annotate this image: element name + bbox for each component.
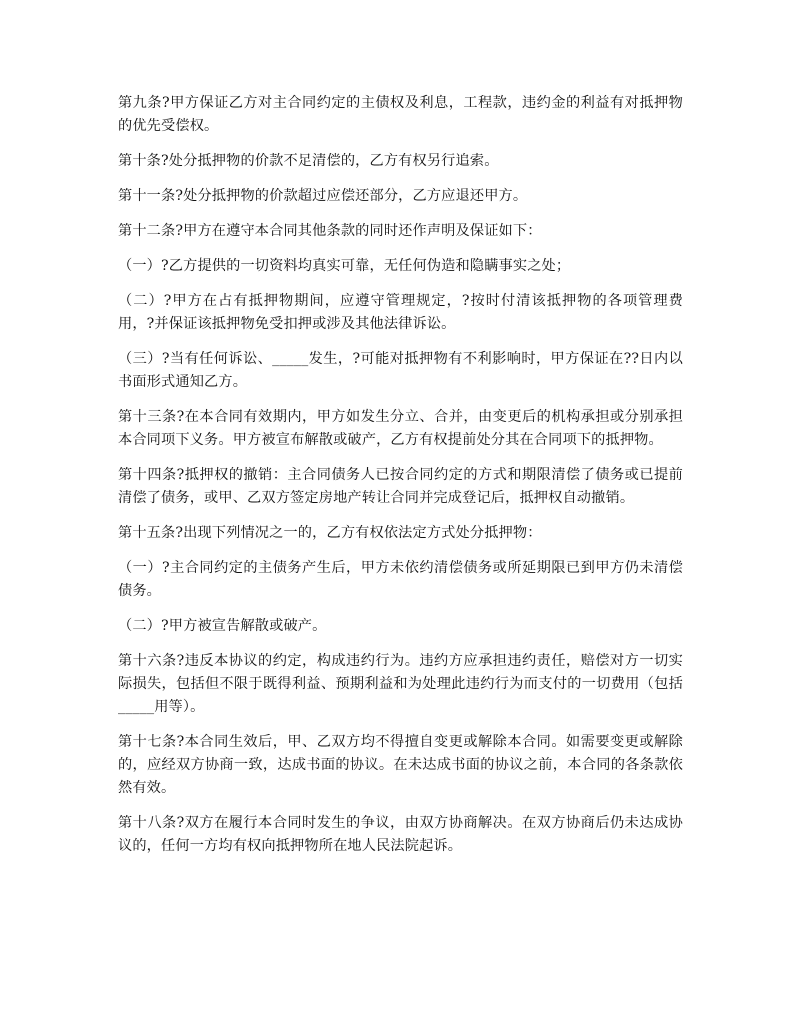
- clause-12-item-2: （二）?甲方在占有抵押物期间，应遵守管理规定，?按时付清该抵押物的各项管理费用，?并保证该抵押物免受扣押或涉及其他法律诉讼。: [118, 293, 683, 332]
- clause-15-item-1: （一）?主合同约定的主债务产生后，甲方未依约清偿债务或所延期限已到甲方仍未清偿债务。: [118, 560, 683, 599]
- clause-17: 第十七条?本合同生效后，甲、乙双方均不得擅自变更或解除本合同。如需要变更或解除的，应经双方协商一致，达成书面的协议。在未达成书面的协议之前，本合同的各条款依然有效。: [118, 734, 683, 796]
- clause-12-item-3: （三）?当有任何诉讼、_____发生，?可能对抵押物有不利影响时，甲方保证在??日内以书面形式通知乙方。: [118, 351, 683, 390]
- clause-11: 第十一条?处分抵押物的价款超过应偿还部分，乙方应退还甲方。: [118, 188, 528, 204]
- clause-10: 第十条?处分抵押物的价款不足清偿的，乙方有权另行追索。: [118, 153, 499, 169]
- clause-15: 第十五条?出现下列情况之一的，乙方有权依法定方式处分抵押物：: [118, 525, 542, 541]
- clause-18: 第十八条?双方在履行本合同时发生的争议，由双方协商解决。在双方协商后仍未达成协议的，任何一方均有权向抵押物所在地人民法院起诉。: [118, 815, 683, 854]
- clause-12: 第十二条?甲方在遵守本合同其他条款的同时还作声明及保证如下：: [118, 223, 542, 239]
- clause-9: 第九条?甲方保证乙方对主合同约定的主债权及利息，工程款，违约金的利益有对抵押物的优先受偿权。: [118, 95, 683, 134]
- clause-14: 第十四条?抵押权的撤销：主合同债务人已按合同约定的方式和期限清偿了债务或已提前清偿了债务，或甲、乙双方签定房地产转让合同并完成登记后，抵押权自动撤销。: [118, 467, 683, 506]
- document-page: [118, 92, 683, 870]
- clause-15-item-2: （二）?甲方被宣告解散或破产。: [118, 618, 327, 634]
- clause-16: 第十六条?违反本协议的约定，构成违约行为。违约方应承担违约责任，赔偿对方一切实际损失，包括但不限于既得利益、预期利益和为处理此违约行为而支付的一切费用（包括_____用等）。: [118, 653, 683, 715]
- clause-13: 第十三条?在本合同有效期内，甲方如发生分立、合并，由变更后的机构承担或分别承担本合同项下义务。甲方被宣布解散或破产，乙方有权提前处分其在合同项下的抵押物。: [118, 409, 683, 448]
- clause-12-item-1: （一）?乙方提供的一切资料均真实可靠，无任何伪造和隐瞒事实之处；: [118, 258, 571, 274]
